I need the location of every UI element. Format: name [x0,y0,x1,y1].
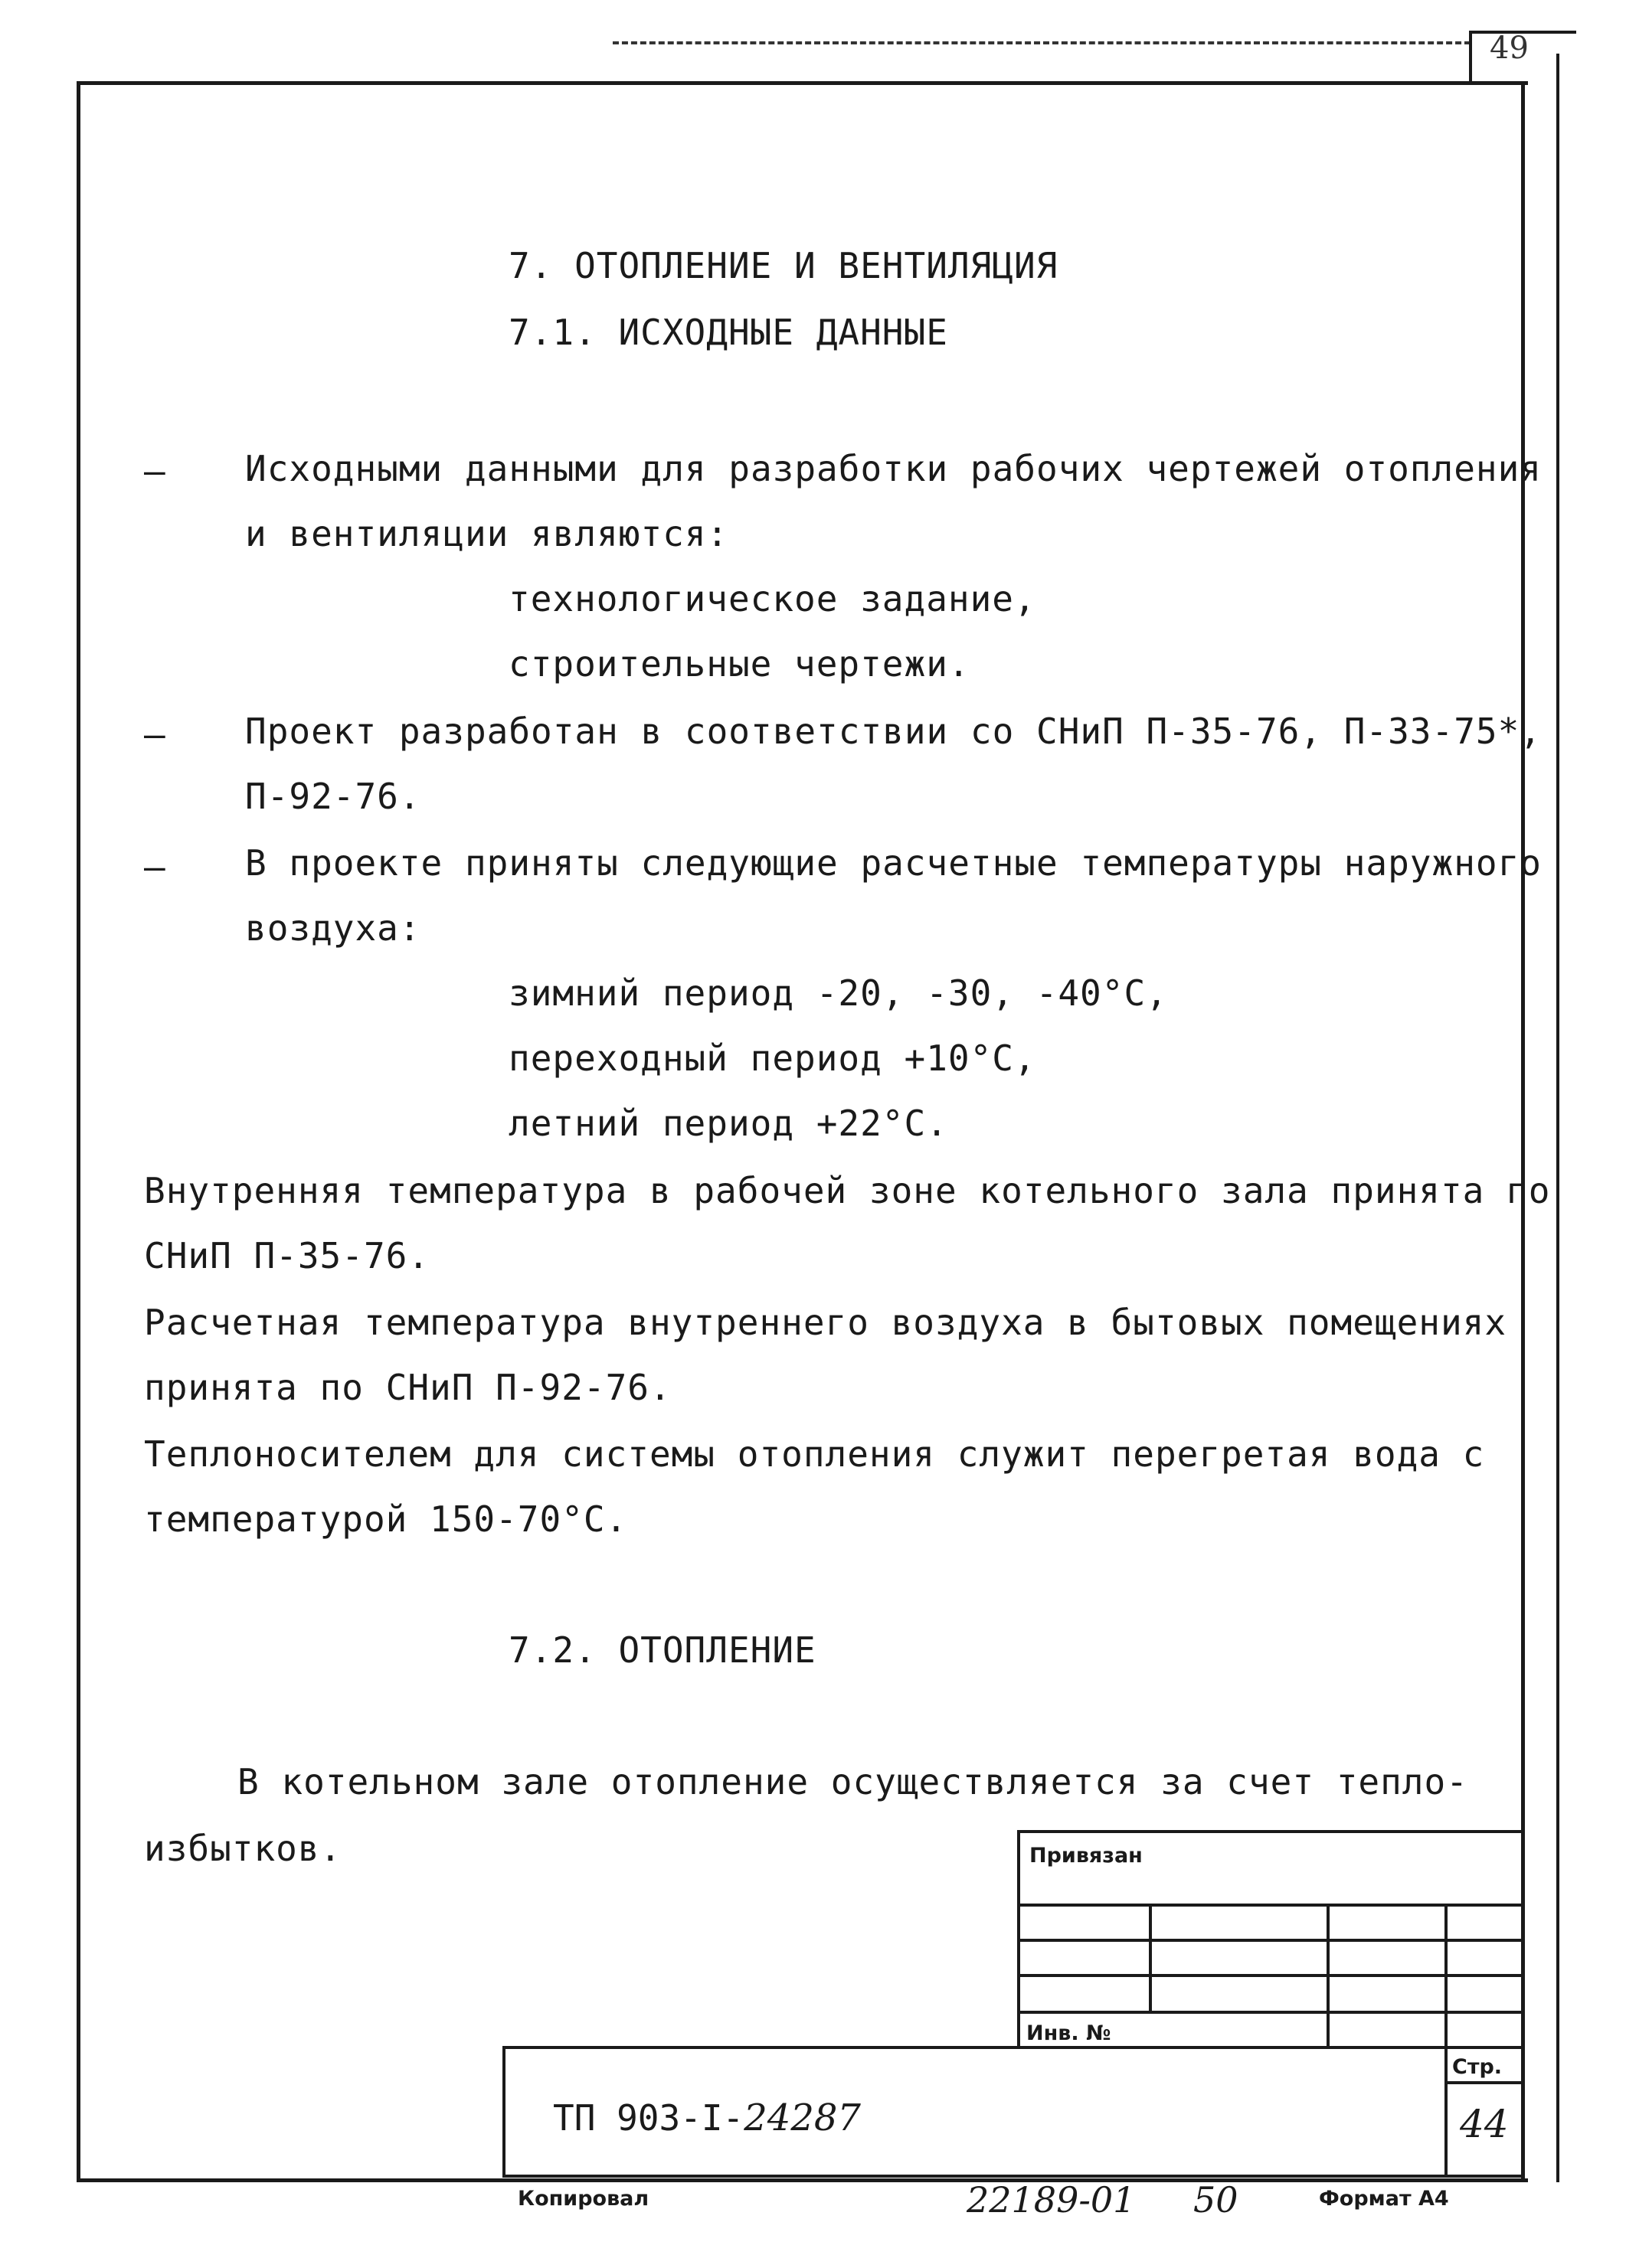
list-item: строительные чертежи. [509,643,970,685]
stamp-grid-cell [1149,1904,1330,1942]
bullet-dash: – [144,450,165,492]
paragraph-line: В проекте приняты следующие расчетные температуры наружного [245,842,1542,884]
paragraph-line: Проект разработан в соответствии со СНиП П-35-76, П-33-75*, [245,711,1542,752]
sheet-corner-number: 49 [1490,31,1529,66]
paragraph-line: Исходными данными для разработки рабочих чертежей отопления [245,448,1542,489]
bullet-dash: – [144,714,165,755]
stamp-grid-cell [1017,1904,1152,1942]
list-item: технологическое задание, [509,578,1036,619]
paragraph-line: воздуха: [245,907,421,949]
stamp-grid-cell [1017,1974,1152,2014]
stamp-inv-label: Инв. № [1026,2021,1111,2045]
stamp-grid-cell [1444,1904,1524,1942]
footer-format: Формат А4 [1319,2187,1449,2211]
bullet-dash: – [144,846,165,887]
stamp-privyazan-label: Привязан [1029,1844,1143,1868]
margin-line-right [1556,54,1559,2182]
subsection-heading-heating: 7.2. ОТОПЛЕНИЕ [509,1629,816,1671]
footer-sheet-count: 50 [1193,2179,1238,2221]
stamp-grid-cell [1327,1974,1448,2014]
list-item: зимний период -20, -30, -40°С, [509,972,1168,1014]
stamp-grid-cell [1444,1939,1524,1977]
footer-order-number: 22189-01 [967,2179,1136,2221]
paragraph-line: П-92-76. [245,776,421,817]
paragraph-line: избытков. [144,1828,342,1869]
paragraph-line: В котельном зале отопление осуществляется за счет тепло- [237,1761,1468,1802]
stamp-grid-cell [1149,1939,1330,1977]
page-number: 44 [1460,2102,1509,2146]
stamp-privyazan-cell [1017,1830,1524,1907]
section-heading: 7. ОТОПЛЕНИЕ И ВЕНТИЛЯЦИЯ [509,245,1058,286]
paragraph-line: Внутренняя температура в рабочей зоне котельного зала принята по [144,1170,1551,1211]
stamp-grid-cell [1017,1939,1152,1977]
paragraph-line: и вентиляции являются: [245,513,729,554]
paragraph-line: температурой 150-70°С. [144,1498,628,1540]
paragraph-line: Теплоносителем для системы отопления служит перегретая вода с [144,1433,1485,1475]
document-code-prefix: ТП 903-I- [553,2097,744,2139]
corner-box-left-edge [1469,31,1472,84]
page-label: Стр. [1452,2055,1503,2079]
top-dashed-line [613,41,1471,44]
paragraph-line: принята по СНиП П-92-76. [144,1367,672,1408]
stamp-grid-cell [1327,1904,1448,1942]
paragraph-line: Расчетная температура внутреннего воздуха в бытовых помещениях [144,1302,1507,1343]
document-code-handwritten: 24287 [744,2096,861,2139]
stamp-grid-cell [1327,2011,1448,2049]
document-code [553,2096,861,2139]
stamp-grid-cell [1444,2011,1524,2049]
list-item: летний период +22°С. [509,1103,948,1144]
paragraph-line: СНиП П-35-76. [144,1235,430,1276]
stamp-grid-cell [1149,1974,1330,2014]
stamp-grid-cell [1327,1939,1448,1977]
stamp-grid-cell [1444,1974,1524,2014]
footer-copied-by: Копировал [518,2187,649,2211]
subsection-heading-initial-data: 7.1. ИСХОДНЫЕ ДАННЫЕ [509,312,948,353]
list-item: переходный период +10°С, [509,1038,1036,1079]
